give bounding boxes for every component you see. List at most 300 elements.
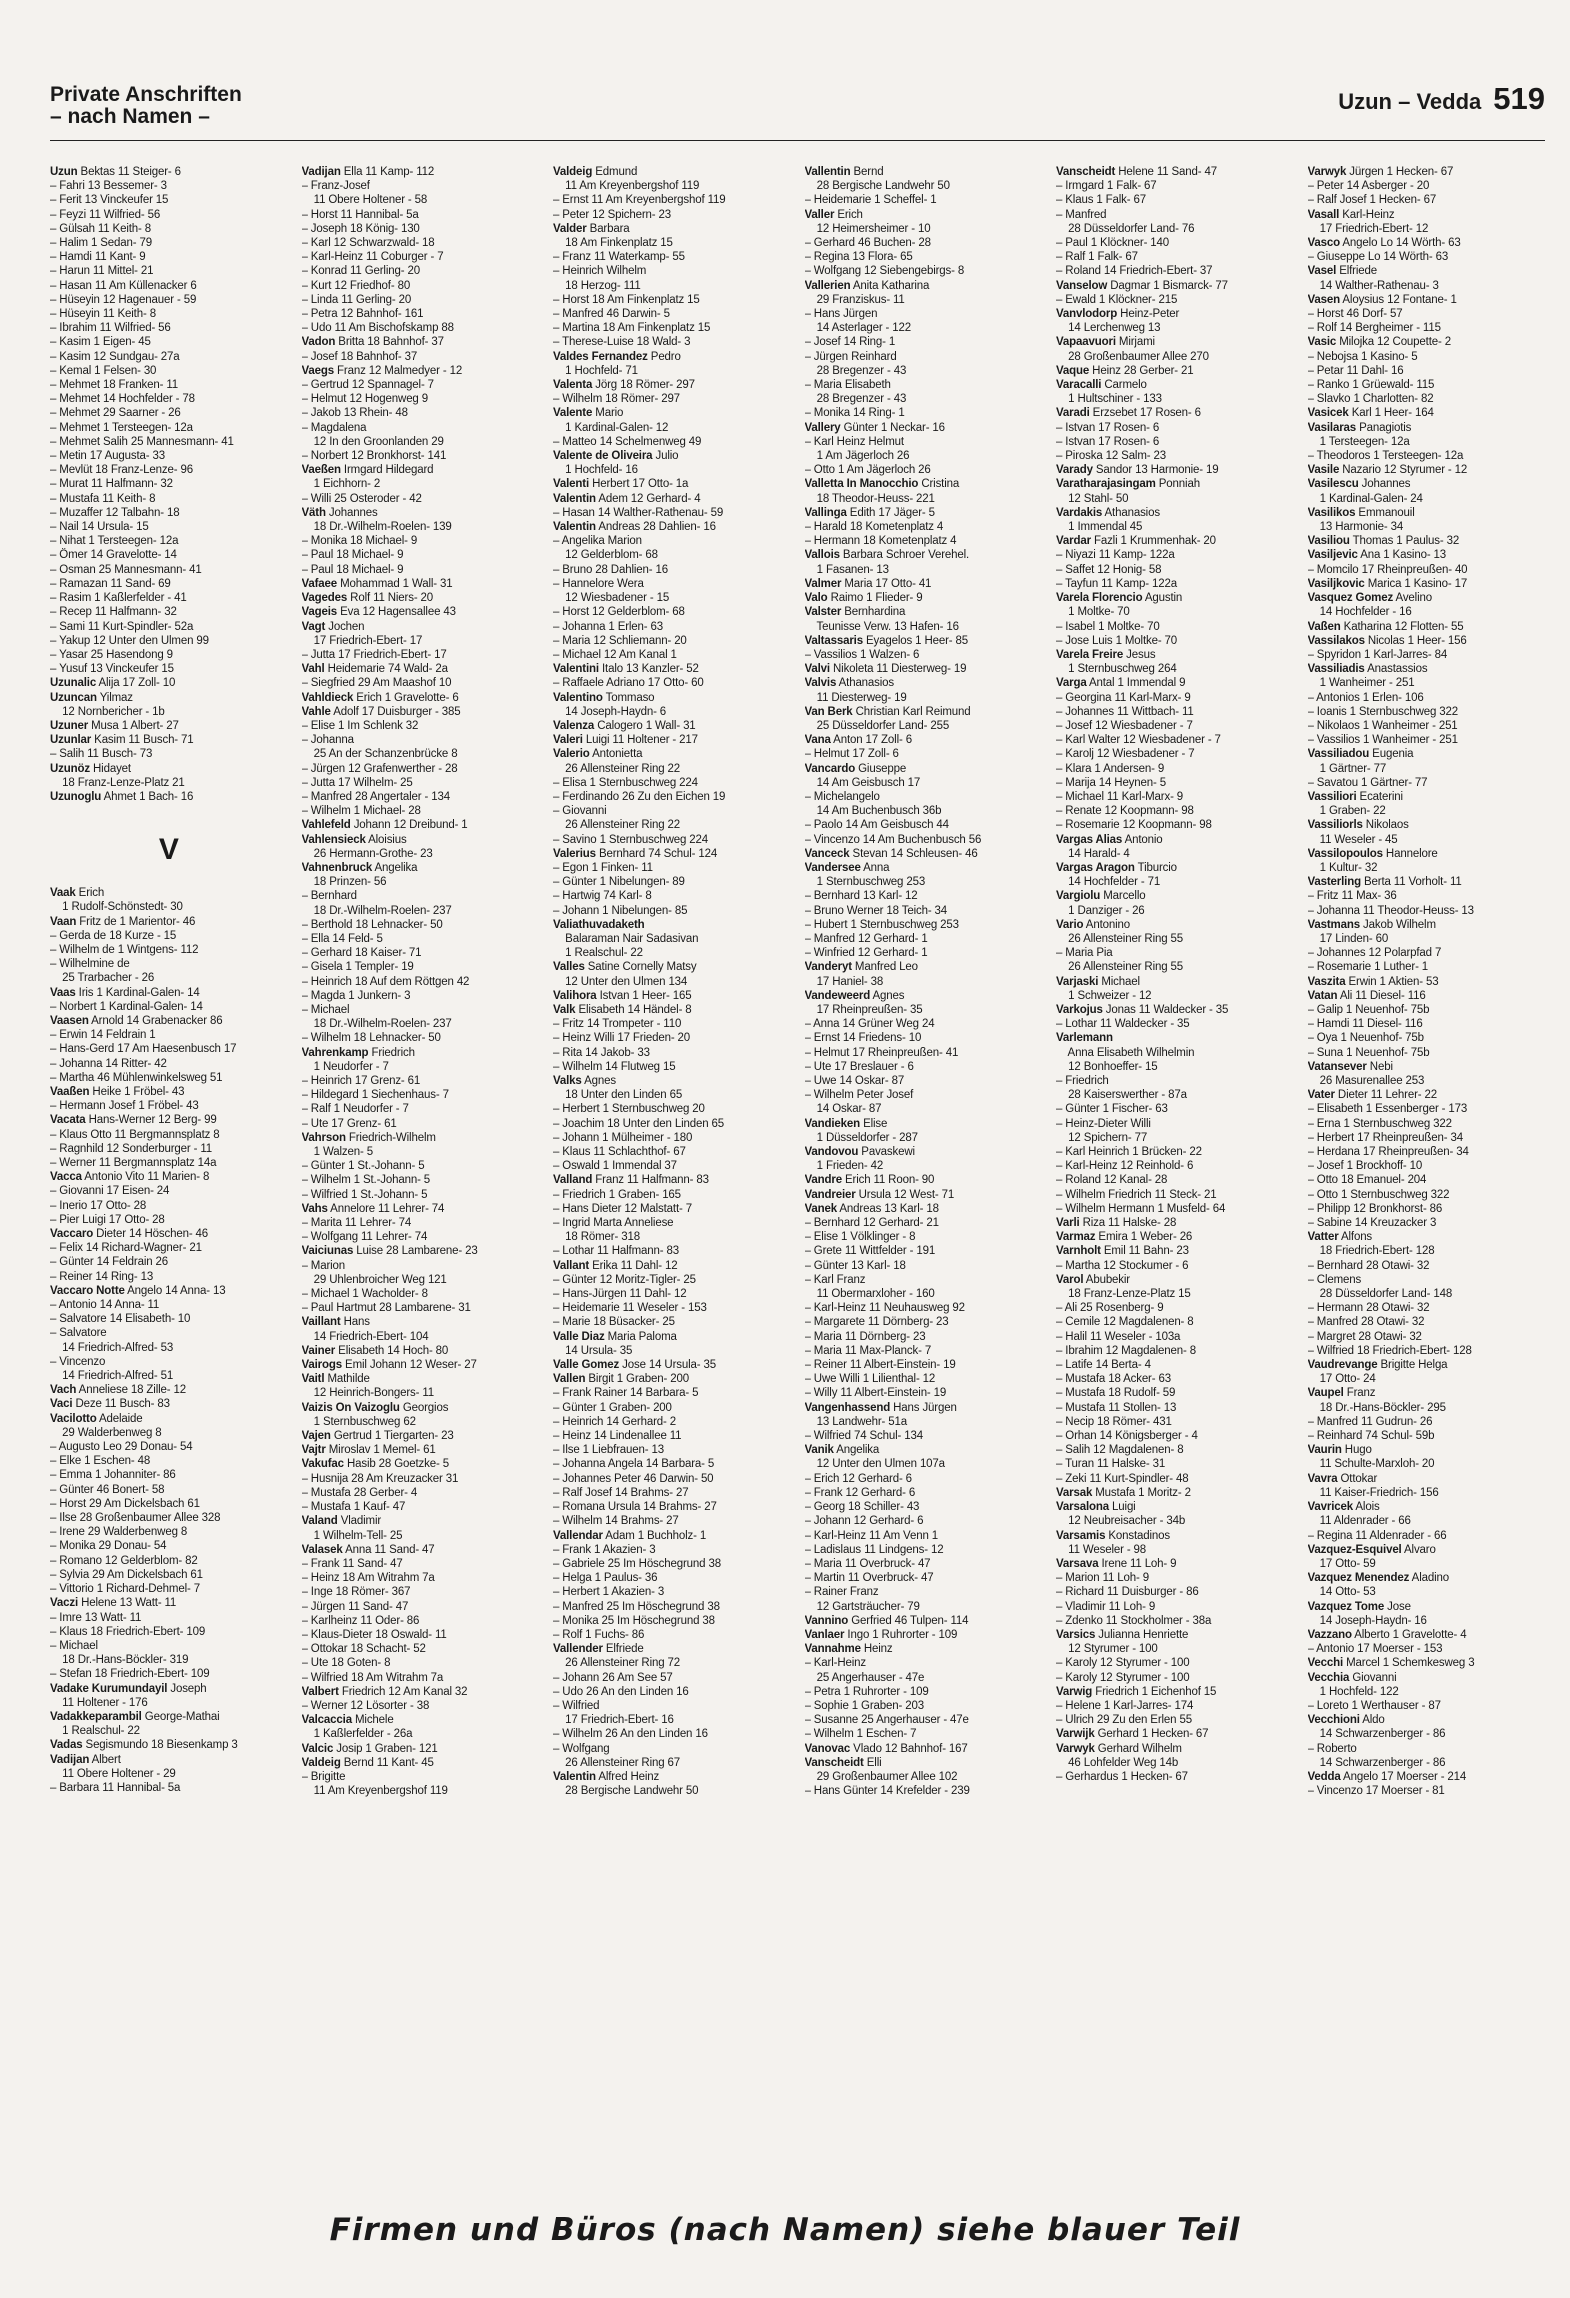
- directory-entry: Vaccaro Notte Angelo 14 Anna- 13: [50, 1284, 226, 1297]
- directory-entry: – Yusuf 13 Vinckeufer 15: [50, 663, 174, 676]
- directory-entry: – Cemile 12 Magdalenen- 8: [1056, 1316, 1194, 1329]
- directory-entry: – Udo 11 Am Bischofskamp 88: [301, 322, 454, 335]
- directory-entry: – Ali 25 Rosenberg- 9: [1056, 1302, 1164, 1315]
- directory-entry: 29 Großenbaumer Allee 102: [804, 1770, 958, 1783]
- directory-entry: Vasicek Karl 1 Heer- 164: [1307, 407, 1434, 420]
- directory-entry: – Ottokar 18 Schacht- 52: [301, 1643, 426, 1656]
- directory-entry: – Orhan 14 Königsberger - 4: [1056, 1430, 1198, 1443]
- directory-entry: Vasilikos Emmanouil: [1307, 506, 1415, 519]
- directory-entry: – Vincenzo: [50, 1355, 106, 1368]
- directory-entry: Vavricek Alois: [1307, 1501, 1380, 1514]
- directory-entry: Vaizis On Vaizoglu Georgios: [301, 1401, 449, 1414]
- directory-entry: – Slavko 1 Charlotten- 82: [1307, 393, 1434, 406]
- directory-entry: Valletta In Manocchio Cristina: [804, 478, 960, 491]
- directory-entry: 18 Unter den Linden 65: [553, 1089, 683, 1102]
- directory-entry: Vahldieck Erich 1 Gravelotte- 6: [301, 691, 459, 704]
- directory-entry: – Wilfried: [553, 1699, 600, 1712]
- directory-entry: – Manfred 25 Im Höschegrund 38: [553, 1600, 720, 1613]
- directory-entry: – Martina 18 Am Finkenplatz 15: [553, 322, 711, 335]
- directory-entry: Varmaz Emira 1 Weber- 26: [1056, 1231, 1193, 1244]
- directory-entry: Vaitl Mathilde: [301, 1373, 370, 1386]
- directory-entry: Vassilopoulos Hannelore: [1307, 847, 1438, 860]
- directory-entry: – Wilhelm 1 Eschen- 7: [804, 1728, 917, 1741]
- directory-entry: – Otto 1 Am Jägerloch 26: [804, 464, 931, 477]
- directory-entry: Varela Freire Jesus: [1056, 648, 1156, 661]
- directory-entry: Vassiliorls Nikolaos: [1307, 819, 1409, 832]
- directory-entry: – Anna 14 Grüner Weg 24: [804, 1018, 935, 1031]
- directory-entry: – Rosemarie 12 Koopmann- 98: [1056, 819, 1212, 832]
- directory-entry: – Mehmet 29 Saarner - 26: [50, 407, 181, 420]
- directory-entry: – Johanna Angela 14 Barbara- 5: [553, 1458, 715, 1471]
- directory-entry: – Klara 1 Andersen- 9: [1056, 762, 1165, 775]
- directory-entry: 14 Friedrich-Alfred- 53: [50, 1341, 174, 1354]
- directory-entry: Valentini Italo 13 Kanzler- 52: [553, 663, 699, 676]
- directory-entry: – Friedrich: [1056, 1075, 1109, 1087]
- directory-entry: Vaegs Franz 12 Malmedyer - 12: [301, 364, 463, 377]
- directory-entry: – Rosemarie 1 Luther- 1: [1307, 961, 1429, 974]
- directory-entry: – Sami 11 Kurt-Spindler- 52a: [50, 620, 194, 633]
- directory-entry: – Udo 26 An den Linden 16: [553, 1685, 689, 1698]
- directory-entry: – Osman 25 Mannesmann- 41: [50, 563, 202, 576]
- directory-entry: 14 Schwarzenberger - 86: [1307, 1728, 1446, 1741]
- directory-entry: 28 Kaiserswerther - 87a: [1056, 1089, 1187, 1102]
- directory-entry: Vaiciunas Luise 28 Lambarene- 23: [301, 1245, 478, 1258]
- directory-entry: – Reiner 14 Ring- 13: [50, 1270, 154, 1283]
- directory-entry: – Klaus 1 Falk- 67: [1056, 194, 1146, 207]
- directory-entry: Vasiljkovic Marica 1 Kasino- 17: [1307, 577, 1468, 590]
- directory-entry: – Ömer 14 Gravelotte- 14: [50, 549, 177, 562]
- directory-entry: – Paul 18 Michael- 9: [301, 549, 404, 562]
- directory-entry: Vadon Britta 18 Bahnhof- 37: [301, 336, 444, 349]
- directory-entry: Varjaski Michael: [1056, 975, 1140, 988]
- directory-entry: Valland Franz 11 Halfmann- 83: [553, 1174, 709, 1187]
- directory-entry: 11 Diesterweg- 19: [804, 691, 907, 704]
- directory-entry: 26 Masurenallee 253: [1307, 1075, 1425, 1087]
- directory-entry: – Hamdi 11 Kant- 9: [50, 251, 146, 264]
- directory-entry: – Reiner 11 Albert-Einstein- 19: [804, 1359, 956, 1372]
- directory-entry: – Willi 25 Osteroder - 42: [301, 492, 422, 505]
- directory-entry: Valler Erich: [804, 208, 863, 221]
- directory-entry: – Gerhard 46 Buchen- 28: [804, 237, 931, 250]
- directory-entry: Vaaßen Heike 1 Fröbel- 43: [50, 1085, 185, 1098]
- directory-entry: – Nail 14 Ursula- 15: [50, 521, 149, 534]
- directory-entry: Vaque Heinz 28 Gerber- 21: [1056, 364, 1194, 377]
- directory-entry: – Wilhelm 1 Michael- 28: [301, 805, 421, 818]
- directory-entry: Valentin Andreas 28 Dahlien- 16: [553, 521, 716, 534]
- directory-entry: Varwijk Gerhard 1 Hecken- 67: [1056, 1728, 1209, 1741]
- directory-entry: – Fahri 13 Bessemer- 3: [50, 180, 167, 193]
- directory-entry: – Romano 12 Gelderblom- 82: [50, 1554, 198, 1567]
- directory-entry: 12 Wiesbadener - 15: [553, 592, 670, 605]
- directory-entry: Valk Elisabeth 14 Händel- 8: [553, 1003, 692, 1016]
- directory-entry: – Maria 11 Overbruck- 47: [804, 1557, 931, 1570]
- directory-entry: – Wilhelm Friedrich 11 Steck- 21: [1056, 1188, 1217, 1201]
- directory-entry: Vazquez-Esquivel Alvaro: [1307, 1543, 1436, 1556]
- directory-entry: – Manfred 46 Darwin- 5: [553, 308, 670, 321]
- directory-entry: Vaeßen Irmgard Hildegard: [301, 464, 434, 477]
- directory-entry: – Hans Günter 14 Krefelder - 239: [804, 1785, 970, 1798]
- directory-entry: 1 Sternbuschweg 264: [1056, 663, 1177, 676]
- directory-entry: Valdeig Bernd 11 Kant- 45: [301, 1756, 434, 1769]
- directory-entry: 26 Allensteiner Ring 22: [553, 762, 681, 775]
- directory-entry: – Vincenzo 17 Moerser - 81: [1307, 1785, 1445, 1798]
- directory-entry: 17 Rheinpreußen- 35: [804, 1003, 923, 1016]
- directory-column-5: [1056, 165, 1294, 2205]
- directory-entry: – Heinrich 17 Grenz- 61: [301, 1075, 421, 1087]
- directory-entry: 1 Schweizer - 12: [1056, 989, 1152, 1002]
- directory-entry: Vandieken Elise: [804, 1117, 888, 1130]
- directory-entry: Vangenhassend Hans Jürgen: [804, 1401, 957, 1414]
- directory-entry: 14 Schwarzenberger - 86: [1307, 1756, 1446, 1769]
- directory-entry: – Manfred 28 Otawi- 32: [1307, 1316, 1425, 1329]
- directory-entry: 1 Kultur- 32: [1307, 861, 1378, 874]
- directory-entry: Vaudrevange Brigitte Helga: [1307, 1359, 1448, 1372]
- directory-entry: – Frank Rainer 14 Barbara- 5: [553, 1387, 699, 1400]
- directory-entry: – Hubert 1 Sternbuschweg 253: [804, 918, 959, 931]
- directory-entry: – Ralf 1 Neudorfer - 7: [301, 1103, 409, 1116]
- directory-entry: – Frank 1 Akazien- 3: [553, 1543, 656, 1556]
- directory-entry: 25 An der Schanzenbrücke 8: [301, 748, 458, 761]
- directory-entry: – Karlheinz 11 Oder- 86: [301, 1614, 420, 1627]
- directory-entry: – Jose Luis 1 Moltke- 70: [1056, 634, 1178, 647]
- directory-entry: – Antonio 14 Anna- 11: [50, 1299, 160, 1312]
- directory-entry: – Klaus Otto 11 Bergmannsplatz 8: [50, 1128, 220, 1141]
- directory-entry: 26 Allensteiner Ring 72: [553, 1657, 681, 1670]
- directory-entry: Vasile Nazario 12 Styrumer - 12: [1307, 464, 1468, 477]
- directory-entry: 28 Düsseldorfer Land- 76: [1056, 222, 1195, 235]
- directory-entry: Vandersee Anna: [804, 861, 890, 874]
- directory-entry: Balaraman Nair Sadasivan: [553, 932, 699, 945]
- directory-entry: 18 Theodor-Heuss- 221: [804, 492, 935, 505]
- directory-entry: Valihora Istvan 1 Heer- 165: [553, 989, 692, 1002]
- directory-entry: 1 Wanheimer - 251: [1307, 677, 1415, 690]
- directory-entry: – Michael 12 Am Kanal 1: [553, 648, 677, 661]
- directory-entry: – Elise 1 Im Schlenk 32: [301, 719, 419, 732]
- directory-entry: Vacca Antonio Vito 11 Marien- 8: [50, 1171, 210, 1184]
- directory-entry: – Ioanis 1 Sternbuschweg 322: [1307, 705, 1459, 718]
- directory-entry: – Josef 14 Ring- 1: [804, 336, 896, 349]
- directory-entry: 29 Uhlenbroicher Weg 121: [301, 1273, 447, 1286]
- directory-entry: Valenti Herbert 17 Otto- 1a: [553, 478, 689, 491]
- directory-entry: 1 Danziger - 26: [1056, 904, 1145, 917]
- directory-entry: – Salih 12 Magdalenen- 8: [1056, 1444, 1184, 1457]
- directory-entry: Vaci Deze 11 Busch- 83: [50, 1398, 170, 1411]
- directory-entry: – Maria Pia: [1056, 947, 1113, 960]
- directory-entry: – Norbert 1 Kardinal-Galen- 14: [50, 1000, 203, 1013]
- directory-entry: Vaßen Katharina 12 Flotten- 55: [1307, 620, 1464, 633]
- directory-entry: – Günter 1 Graben- 200: [553, 1401, 672, 1414]
- directory-entry: 18 Dr.-Wilhelm-Roelen- 237: [301, 1018, 452, 1031]
- directory-entry: – Metin 17 Augusta- 33: [50, 450, 165, 463]
- directory-entry: Vairogs Emil Johann 12 Weser- 27: [301, 1359, 477, 1372]
- directory-entry: – Helga 1 Paulus- 36: [553, 1572, 658, 1585]
- directory-entry: – Ute 17 Breslauer - 6: [804, 1060, 914, 1073]
- directory-entry: – Mustafa 28 Gerber- 4: [301, 1486, 418, 1499]
- directory-entry: – Erwin 14 Feldrain 1: [50, 1029, 156, 1042]
- directory-entry: – Recep 11 Halfmann- 32: [50, 606, 177, 619]
- directory-entry: Vardakis Athanasios: [1056, 506, 1160, 519]
- directory-entry: Vacata Hans-Werner 12 Berg- 99: [50, 1114, 217, 1127]
- directory-entry: – Wilfried 18 Friedrich-Ebert- 128: [1307, 1344, 1472, 1357]
- directory-entry: Vannahme Heinz: [804, 1643, 893, 1656]
- directory-entry: – Bernhard 12 Gerhard- 21: [804, 1217, 939, 1230]
- directory-entry: 12 Stahl- 50: [1056, 492, 1129, 505]
- directory-entry: – Jürgen Reinhard: [804, 350, 897, 363]
- directory-entry: – Turan 11 Halske- 31: [1056, 1458, 1166, 1471]
- directory-entry: – Ferdinando 26 Zu den Eichen 19: [553, 790, 726, 803]
- directory-entry: – Giovanni: [553, 805, 607, 818]
- directory-entry: Varela Florencio Agustin: [1056, 592, 1183, 605]
- directory-entry: – Jutta 17 Friedrich-Ebert- 17: [301, 648, 447, 661]
- directory-entry: Vallender Elfriede: [553, 1643, 644, 1656]
- directory-entry: – Paul 18 Michael- 9: [301, 563, 404, 576]
- directory-entry: Vallois Barbara Schroer Verehel.: [804, 549, 970, 562]
- directory-entry: 17 Friedrich-Ebert- 12: [1307, 222, 1429, 235]
- directory-entry: – Therese-Luise 18 Wald- 3: [553, 336, 691, 349]
- directory-entry: – Spyridon 1 Karl-Jarres- 84: [1307, 648, 1448, 661]
- directory-entry: – Michael: [301, 1003, 350, 1016]
- directory-entry: Vacilotto Adelaide: [50, 1412, 143, 1425]
- directory-entry: Vagt Jochen: [301, 620, 365, 633]
- directory-entry: – Johannes Peter 46 Darwin- 50: [553, 1472, 714, 1485]
- directory-entry: Vahrenkamp Friedrich: [301, 1046, 415, 1059]
- directory-entry: – Monika 14 Ring- 1: [804, 407, 905, 420]
- directory-entry: – Günter 12 Moritz-Tigler- 25: [553, 1273, 696, 1286]
- directory-entry: Valenza Calogero 1 Wall- 31: [553, 719, 696, 732]
- directory-entry: – Klaus-Dieter 18 Oswald- 11: [301, 1628, 447, 1641]
- directory-entry: Valerio Antonietta: [553, 748, 643, 761]
- directory-entry: 13 Landwehr- 51a: [804, 1415, 907, 1428]
- directory-entry: – Klaus 11 Schlachthof- 67: [553, 1146, 686, 1159]
- directory-entry: – Margarete 11 Dörnberg- 23: [804, 1316, 949, 1329]
- directory-entry: Vassiliadis Anastassios: [1307, 663, 1428, 676]
- directory-entry: – Michelangelo: [804, 790, 880, 803]
- directory-entry: Uzunoglu Ahmet 1 Bach- 16: [50, 790, 194, 803]
- directory-entry: 14 Walther-Rathenau- 3: [1307, 279, 1439, 292]
- directory-entry: – Günter 1 Fischer- 63: [1056, 1103, 1168, 1116]
- directory-entry: – Heinz 14 Lindenallee 11: [553, 1430, 682, 1443]
- directory-entry: – Ernst 14 Friedens- 10: [804, 1032, 922, 1045]
- directory-entry: – Maria 11 Dörnberg- 23: [804, 1330, 926, 1343]
- directory-entry: 14 Ursula- 35: [553, 1344, 633, 1357]
- directory-entry: – Karl Heinrich 1 Brücken- 22: [1056, 1146, 1202, 1159]
- directory-entry: 11 Kaiser-Friedrich- 156: [1307, 1486, 1439, 1499]
- directory-entry: – Wilfried 74 Schul- 134: [804, 1430, 923, 1443]
- directory-entry: – Elisabeth 1 Essenberger - 173: [1307, 1103, 1468, 1116]
- directory-entry: Valle Gomez Jose 14 Ursula- 35: [553, 1359, 716, 1372]
- directory-entry: 1 Hultschiner - 133: [1056, 393, 1162, 406]
- directory-entry: 14 Lerchenweg 13: [1056, 322, 1161, 335]
- directory-entry: – Rita 14 Jakob- 33: [553, 1046, 650, 1059]
- directory-entry: Valente Mario: [553, 407, 624, 420]
- directory-entry: – Heinrich Wilhelm: [553, 265, 647, 278]
- directory-entry: Van Berk Christian Karl Reimund: [804, 705, 971, 718]
- directory-entry: – Egon 1 Finken- 11: [553, 861, 653, 874]
- directory-entry: Valle Diaz Maria Paloma: [553, 1330, 677, 1343]
- directory-entry: 11 Weseler - 45: [1307, 833, 1398, 846]
- directory-entry: – Bruno Werner 18 Teich- 34: [804, 904, 948, 917]
- directory-entry: 1 Rudolf-Schönstedt- 30: [50, 901, 183, 914]
- directory-entry: 25 Düsseldorfer Land- 255: [804, 719, 950, 732]
- directory-entry: – Mehmet 1 Tersteegen- 12a: [50, 421, 193, 434]
- directory-entry: – Franz 11 Waterkamp- 55: [553, 251, 685, 264]
- directory-entry: – Peter 12 Spichern- 23: [553, 208, 672, 221]
- directory-entry: – Heinz-Dieter Willi: [1056, 1117, 1151, 1130]
- directory-entry: Vavra Ottokar: [1307, 1472, 1378, 1485]
- directory-entry: 18 Friedrich-Ebert- 128: [1307, 1245, 1435, 1258]
- directory-entry: 1 Sternbuschweg 253: [804, 876, 926, 889]
- directory-entry: – Halil 11 Weseler - 103a: [1056, 1330, 1181, 1343]
- directory-entry: – Nihat 1 Tersteegen- 12a: [50, 535, 179, 548]
- directory-entry: Teunisse Verw. 13 Hafen- 16: [804, 620, 959, 633]
- directory-entry: Vadijan Ella 11 Kamp- 112: [301, 166, 435, 178]
- directory-entry: – Johann 1 Nibelungen- 85: [553, 904, 688, 917]
- directory-entry: 14 Friedrich-Alfred- 51: [50, 1370, 174, 1383]
- directory-entry: Anna Elisabeth Wilhelmin: [1056, 1046, 1195, 1059]
- directory-entry: 25 Angerhauser - 47e: [804, 1671, 925, 1684]
- directory-entry: 28 Bergische Landwehr 50: [804, 180, 950, 193]
- directory-entry: 12 Nornbericher - 1b: [50, 705, 165, 718]
- directory-entry: Vancardo Giuseppe: [804, 762, 907, 775]
- directory-entry: Vanceck Stevan 14 Schleusen- 46: [804, 847, 978, 860]
- directory-entry: Varsamis Konstadinos: [1056, 1529, 1171, 1542]
- directory-entry: Valand Vladimir: [301, 1515, 382, 1528]
- directory-entry: – Karl Walter 12 Wiesbadener - 7: [1056, 734, 1221, 747]
- directory-entry: 12 Spichern- 77: [1056, 1131, 1148, 1144]
- directory-entry: Vaak Erich: [50, 887, 105, 900]
- directory-entry: – Horst 46 Dorf- 57: [1307, 308, 1403, 321]
- directory-entry: – Heinz 18 Am Witrahm 7a: [301, 1572, 435, 1585]
- directory-entry: 29 Walderbenweg 8: [50, 1426, 162, 1439]
- directory-entry: Vasiljevic Ana 1 Kasino- 13: [1307, 549, 1447, 562]
- directory-entry: Vallendar Adam 1 Buchholz- 1: [553, 1529, 707, 1542]
- directory-entry: – Ranko 1 Grüewald- 115: [1307, 379, 1435, 392]
- directory-entry: 26 Allensteiner Ring 67: [553, 1756, 681, 1769]
- directory-entry: Valenta Jörg 18 Römer- 297: [553, 379, 695, 392]
- directory-entry: 1 Moltke- 70: [1056, 606, 1130, 619]
- directory-entry: – Johanna: [301, 734, 354, 747]
- directory-entry: – Angelika Marion: [553, 535, 642, 548]
- directory-entry: 26 Hermann-Grothe- 23: [301, 847, 433, 860]
- directory-entry: – Bernhard 28 Otawi- 32: [1307, 1259, 1430, 1272]
- directory-entry: Vana Anton 17 Zoll- 6: [804, 734, 912, 747]
- directory-entry: 14 Hochfelder - 16: [1307, 606, 1412, 619]
- directory-entry: – Zeki 11 Kurt-Spindler- 48: [1056, 1472, 1189, 1485]
- directory-entry: – Susanne 25 Angerhauser - 47e: [804, 1714, 969, 1727]
- directory-entry: Vandovou Pavaskewi: [804, 1146, 915, 1159]
- directory-entry: 1 Am Jägerloch 26: [804, 450, 910, 463]
- directory-entry: – Suna 1 Neuenhof- 75b: [1307, 1046, 1430, 1059]
- page-number: 519: [1493, 81, 1545, 116]
- directory-entry: Valdeig Edmund: [553, 166, 638, 178]
- directory-entry: – Hamdi 11 Diesel- 116: [1307, 1018, 1423, 1031]
- directory-entry: – Tayfun 11 Kamp- 122a: [1056, 577, 1177, 590]
- directory-entry: – Karl-Heinz 11 Neuhausweg 92: [804, 1302, 965, 1315]
- directory-entry: – Pier Luigi 17 Otto- 28: [50, 1213, 165, 1226]
- directory-entry: – Erich 12 Gerhard- 6: [804, 1472, 912, 1485]
- directory-entry: – Reinhard 74 Schul- 59b: [1307, 1430, 1435, 1443]
- directory-entry: – Rainer Franz: [804, 1586, 879, 1599]
- directory-entry: – Werner 12 Lösorter - 38: [301, 1699, 430, 1712]
- directory-entry: 1 Neudorfer - 7: [301, 1060, 389, 1073]
- directory-entry: Varsalona Luigi: [1056, 1501, 1136, 1514]
- directory-entry: – Oya 1 Neuenhof- 75b: [1307, 1032, 1424, 1045]
- directory-entry: 26 Allensteiner Ring 22: [553, 819, 681, 832]
- directory-entry: – Heinz Willi 17 Frieden- 20: [553, 1032, 691, 1045]
- directory-entry: Varlemann: [1056, 1032, 1113, 1045]
- directory-entry: 18 Dr.-Hans-Böckler- 295: [1307, 1401, 1446, 1414]
- directory-entry: – Marita 11 Lehrer- 74: [301, 1217, 412, 1230]
- directory-entry: – Elise 1 Völklinger - 8: [804, 1231, 916, 1244]
- directory-entry: Varwig Friedrich 1 Eichenhof 15: [1056, 1685, 1217, 1698]
- directory-entry: – Latife 14 Berta- 4: [1056, 1359, 1151, 1372]
- directory-entry: Valerius Bernhard 74 Schul- 124: [553, 847, 718, 860]
- directory-entry: 14 Hochfelder - 71: [1056, 876, 1161, 889]
- directory-entry: Vanlaer Ingo 1 Ruhrorter - 109: [804, 1628, 958, 1641]
- directory-entry: 11 Aldenrader - 66: [1307, 1515, 1411, 1528]
- directory-entry: – Frank 12 Gerhard- 6: [804, 1486, 916, 1499]
- directory-entry: Vandre Erich 11 Roon- 90: [804, 1174, 935, 1187]
- directory-entry: – Kasim 12 Sundgau- 27a: [50, 350, 180, 363]
- directory-entry: 1 Gärtner- 77: [1307, 762, 1387, 775]
- directory-entry: Väth Johannes: [301, 506, 378, 519]
- directory-entry: Vasilaras Panagiotis: [1307, 421, 1412, 434]
- directory-entry: – Harun 11 Mittel- 21: [50, 265, 154, 278]
- directory-entry: – Isabel 1 Moltke- 70: [1056, 620, 1160, 633]
- directory-entry: 1 Realschul- 22: [553, 947, 643, 960]
- directory-entry: Vecchi Marcel 1 Schemkesweg 3: [1307, 1657, 1475, 1670]
- directory-entry: 18 Franz-Lenze-Platz 15: [1056, 1288, 1191, 1301]
- directory-entry: Varady Sandor 13 Harmonie- 19: [1056, 464, 1219, 477]
- directory-entry: – Uwe 14 Oskar- 87: [804, 1075, 905, 1087]
- directory-entry: – Kemal 1 Felsen- 30: [50, 364, 157, 377]
- directory-entry: – Hans Jürgen: [804, 308, 878, 321]
- directory-entry: – Karl Franz: [804, 1273, 866, 1286]
- directory-entry: – Herbert 1 Akazien- 3: [553, 1586, 665, 1599]
- directory-entry: Vanek Andreas 13 Karl- 18: [804, 1202, 939, 1215]
- directory-entry: – Bernhard: [301, 890, 357, 903]
- directory-entry: – Mustafa 18 Rudolf- 59: [1056, 1387, 1176, 1400]
- directory-entry: Vargas Alias Antonio: [1056, 833, 1163, 846]
- directory-entry: – Manfred 12 Gerhard- 1: [804, 932, 928, 945]
- directory-entry: Vahlensieck Aloisius: [301, 833, 407, 846]
- directory-entry: – Gertrud 12 Spannagel- 7: [301, 379, 434, 392]
- directory-entry: Vageis Eva 12 Hagensallee 43: [301, 606, 456, 619]
- directory-entry: – Hüseyin 12 Hagenauer - 59: [50, 293, 197, 306]
- directory-entry: – Renate 12 Koopmann- 98: [1056, 805, 1194, 818]
- directory-entry: – Manfred 11 Gudrun- 26: [1307, 1415, 1433, 1428]
- directory-entry: Valcic Josip 1 Graben- 121: [301, 1742, 438, 1755]
- directory-entry: – Vladimir 11 Loh- 9: [1056, 1600, 1156, 1613]
- directory-entry: Vatan Ali 11 Diesel- 116: [1307, 989, 1426, 1002]
- directory-entry: Valcaccia Michele: [301, 1714, 394, 1727]
- directory-entry: – Clemens: [1307, 1273, 1362, 1286]
- directory-entry: Valtassaris Eyagelos 1 Heer- 85: [804, 634, 969, 647]
- directory-entry: Varga Antal 1 Immendal 9: [1056, 677, 1186, 690]
- directory-entry: – Monika 25 Im Höschegrund 38: [553, 1614, 715, 1627]
- directory-entry: – Ernst 11 Am Kreyenbergshof 119: [553, 194, 726, 207]
- directory-entry: Vallerien Anita Katharina: [804, 279, 930, 292]
- directory-entry: Vagedes Rolf 11 Niers- 20: [301, 592, 434, 605]
- directory-entry: 11 Am Kreyenbergshof 119: [553, 180, 700, 193]
- directory-entry: – Wilhelm 14 Flutweg 15: [553, 1060, 676, 1073]
- directory-entry: – Barbara 11 Hannibal- 5a: [50, 1781, 181, 1794]
- directory-entry: – Mustafa 18 Acker- 63: [1056, 1373, 1171, 1386]
- directory-entry: Vazquez Menendez Aladino: [1307, 1572, 1449, 1585]
- directory-entry: – Emma 1 Johanniter- 86: [50, 1469, 176, 1482]
- directory-entry: Vandreier Ursula 12 West- 71: [804, 1188, 955, 1201]
- directory-entry: Varacalli Carmelo: [1056, 379, 1147, 392]
